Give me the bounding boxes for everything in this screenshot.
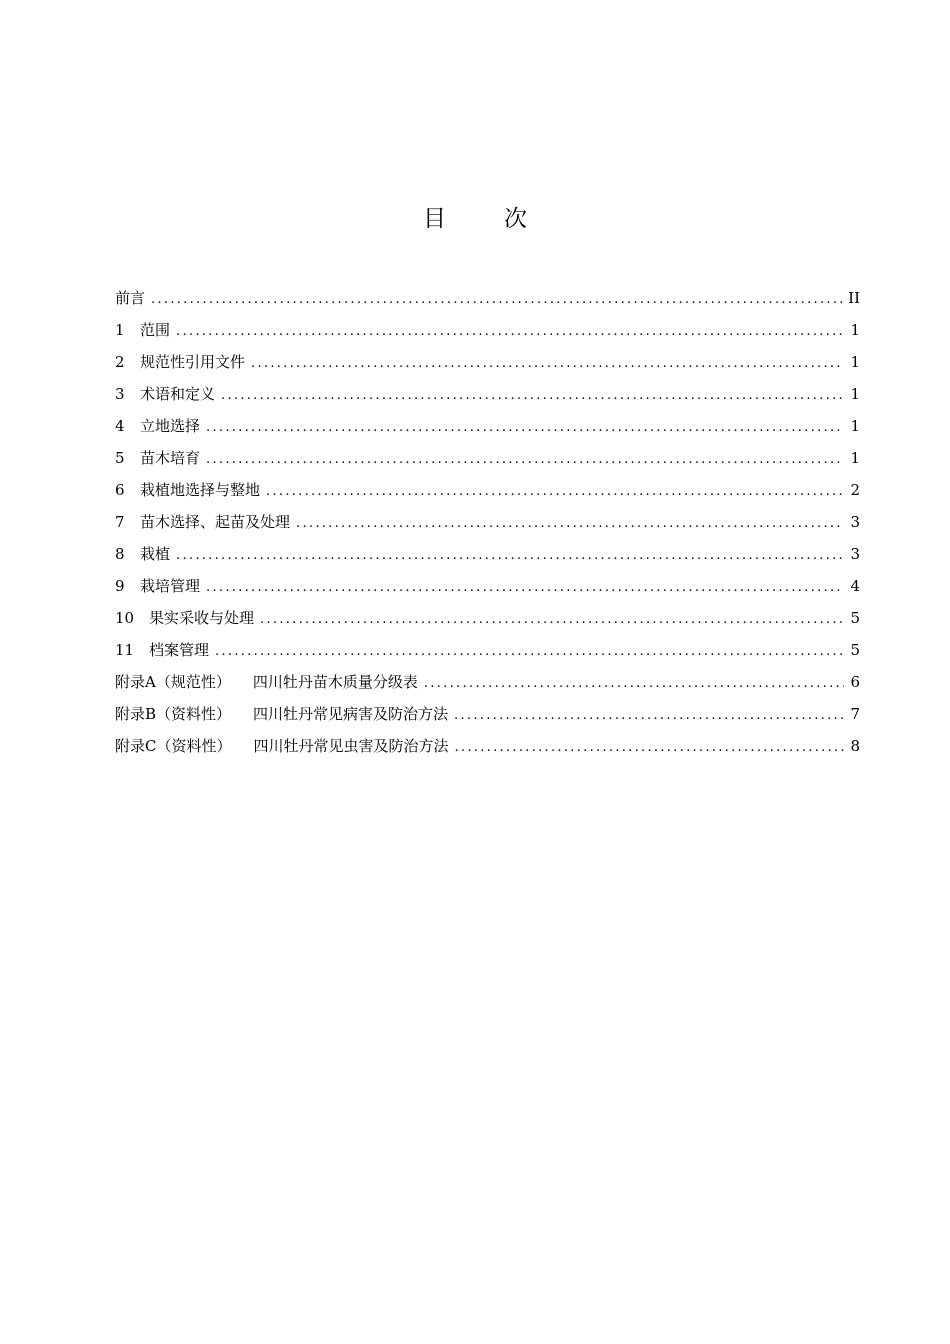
toc-entry-number: 4 (115, 417, 125, 435)
toc-annex-prefix: 附录A（规范性） (115, 673, 231, 691)
toc-page-number: 1 (850, 417, 860, 435)
toc-entry-number: 5 (115, 449, 125, 467)
toc-entry-11[interactable] (115, 634, 860, 666)
toc-page-number: 2 (850, 481, 860, 499)
toc-entry-label: 苗木培育 (140, 449, 201, 467)
toc-leader-dots (296, 508, 844, 540)
toc-leader-dots (251, 348, 844, 380)
toc-page-number: 4 (850, 577, 860, 595)
toc-page-number: 5 (850, 641, 860, 659)
toc-annex-c[interactable] (115, 730, 860, 762)
toc-annex-a[interactable] (115, 666, 860, 698)
toc-entry-9[interactable] (115, 570, 860, 602)
toc-entry-label: 栽植地选择与整地 (140, 481, 261, 499)
toc-annex-label: 四川牡丹常见病害及防治方法 (253, 705, 449, 723)
toc-leader-dots (176, 540, 844, 572)
toc-entry-foreword[interactable] (115, 282, 860, 314)
toc-entry-5[interactable] (115, 442, 860, 474)
toc-entry-number: 7 (115, 513, 125, 531)
toc-entry-number: 11 (115, 641, 135, 659)
toc-entry-8[interactable] (115, 538, 860, 570)
toc-leader-dots (221, 380, 844, 412)
toc-entry-1[interactable] (115, 314, 860, 346)
toc-entry-label: 栽培管理 (140, 577, 201, 595)
toc-page-number: 1 (850, 449, 860, 467)
toc-entry-label: 立地选择 (140, 417, 201, 435)
toc-entry-4[interactable] (115, 410, 860, 442)
title-char-1: 目 (423, 206, 446, 232)
toc-entry-label: 苗木选择、起苗及处理 (140, 513, 291, 531)
toc-page-number: 3 (850, 513, 860, 531)
toc-annex-prefix: 附录C（资料性） (115, 737, 232, 755)
toc-page-number: 8 (850, 737, 860, 755)
page-title (0, 200, 950, 233)
toc-leader-dots (176, 316, 844, 348)
toc-entry-10[interactable] (115, 602, 860, 634)
toc-entry-6[interactable] (115, 474, 860, 506)
toc-annex-label: 四川牡丹苗木质量分级表 (252, 673, 418, 691)
toc-entry-number: 10 (115, 609, 135, 627)
toc-page-number: 1 (850, 321, 860, 339)
toc-page-number: 1 (850, 353, 860, 371)
toc-page-number: II (848, 289, 860, 307)
toc-page-number: 1 (850, 385, 860, 403)
toc-entry-label: 前言 (115, 289, 146, 307)
toc-entry-number: 9 (115, 577, 125, 595)
toc-leader-dots (206, 572, 844, 604)
title-char-2: 次 (504, 206, 527, 232)
toc-page-number: 5 (850, 609, 860, 627)
toc-page-number: 6 (850, 673, 860, 691)
toc-leader-dots (151, 284, 842, 316)
toc-page-number: 3 (850, 545, 860, 563)
toc-entry-number: 6 (115, 481, 125, 499)
toc-annex-label: 四川牡丹常见虫害及防治方法 (253, 737, 449, 755)
toc-entry-label: 规范性引用文件 (140, 353, 246, 371)
toc-entry-number: 3 (115, 385, 125, 403)
table-of-contents (115, 282, 860, 762)
toc-leader-dots (206, 412, 844, 444)
toc-entry-label: 果实采收与处理 (149, 609, 255, 627)
toc-leader-dots (206, 444, 844, 476)
toc-entry-label: 栽植 (140, 545, 171, 563)
toc-entry-3[interactable] (115, 378, 860, 410)
toc-entry-number: 8 (115, 545, 125, 563)
toc-leader-dots (424, 668, 844, 700)
toc-leader-dots (215, 636, 844, 668)
toc-entry-label: 档案管理 (149, 641, 210, 659)
toc-leader-dots (454, 700, 844, 732)
toc-entry-2[interactable] (115, 346, 860, 378)
toc-leader-dots (260, 604, 844, 636)
toc-entry-number: 2 (115, 353, 125, 371)
toc-entry-number: 1 (115, 321, 125, 339)
toc-annex-b[interactable] (115, 698, 860, 730)
toc-entry-label: 范围 (140, 321, 171, 339)
toc-entry-7[interactable] (115, 506, 860, 538)
toc-leader-dots (266, 476, 844, 508)
toc-annex-prefix: 附录B（资料性） (115, 705, 232, 723)
toc-leader-dots (455, 732, 845, 764)
toc-entry-label: 术语和定义 (140, 385, 216, 403)
toc-page-number: 7 (850, 705, 860, 723)
